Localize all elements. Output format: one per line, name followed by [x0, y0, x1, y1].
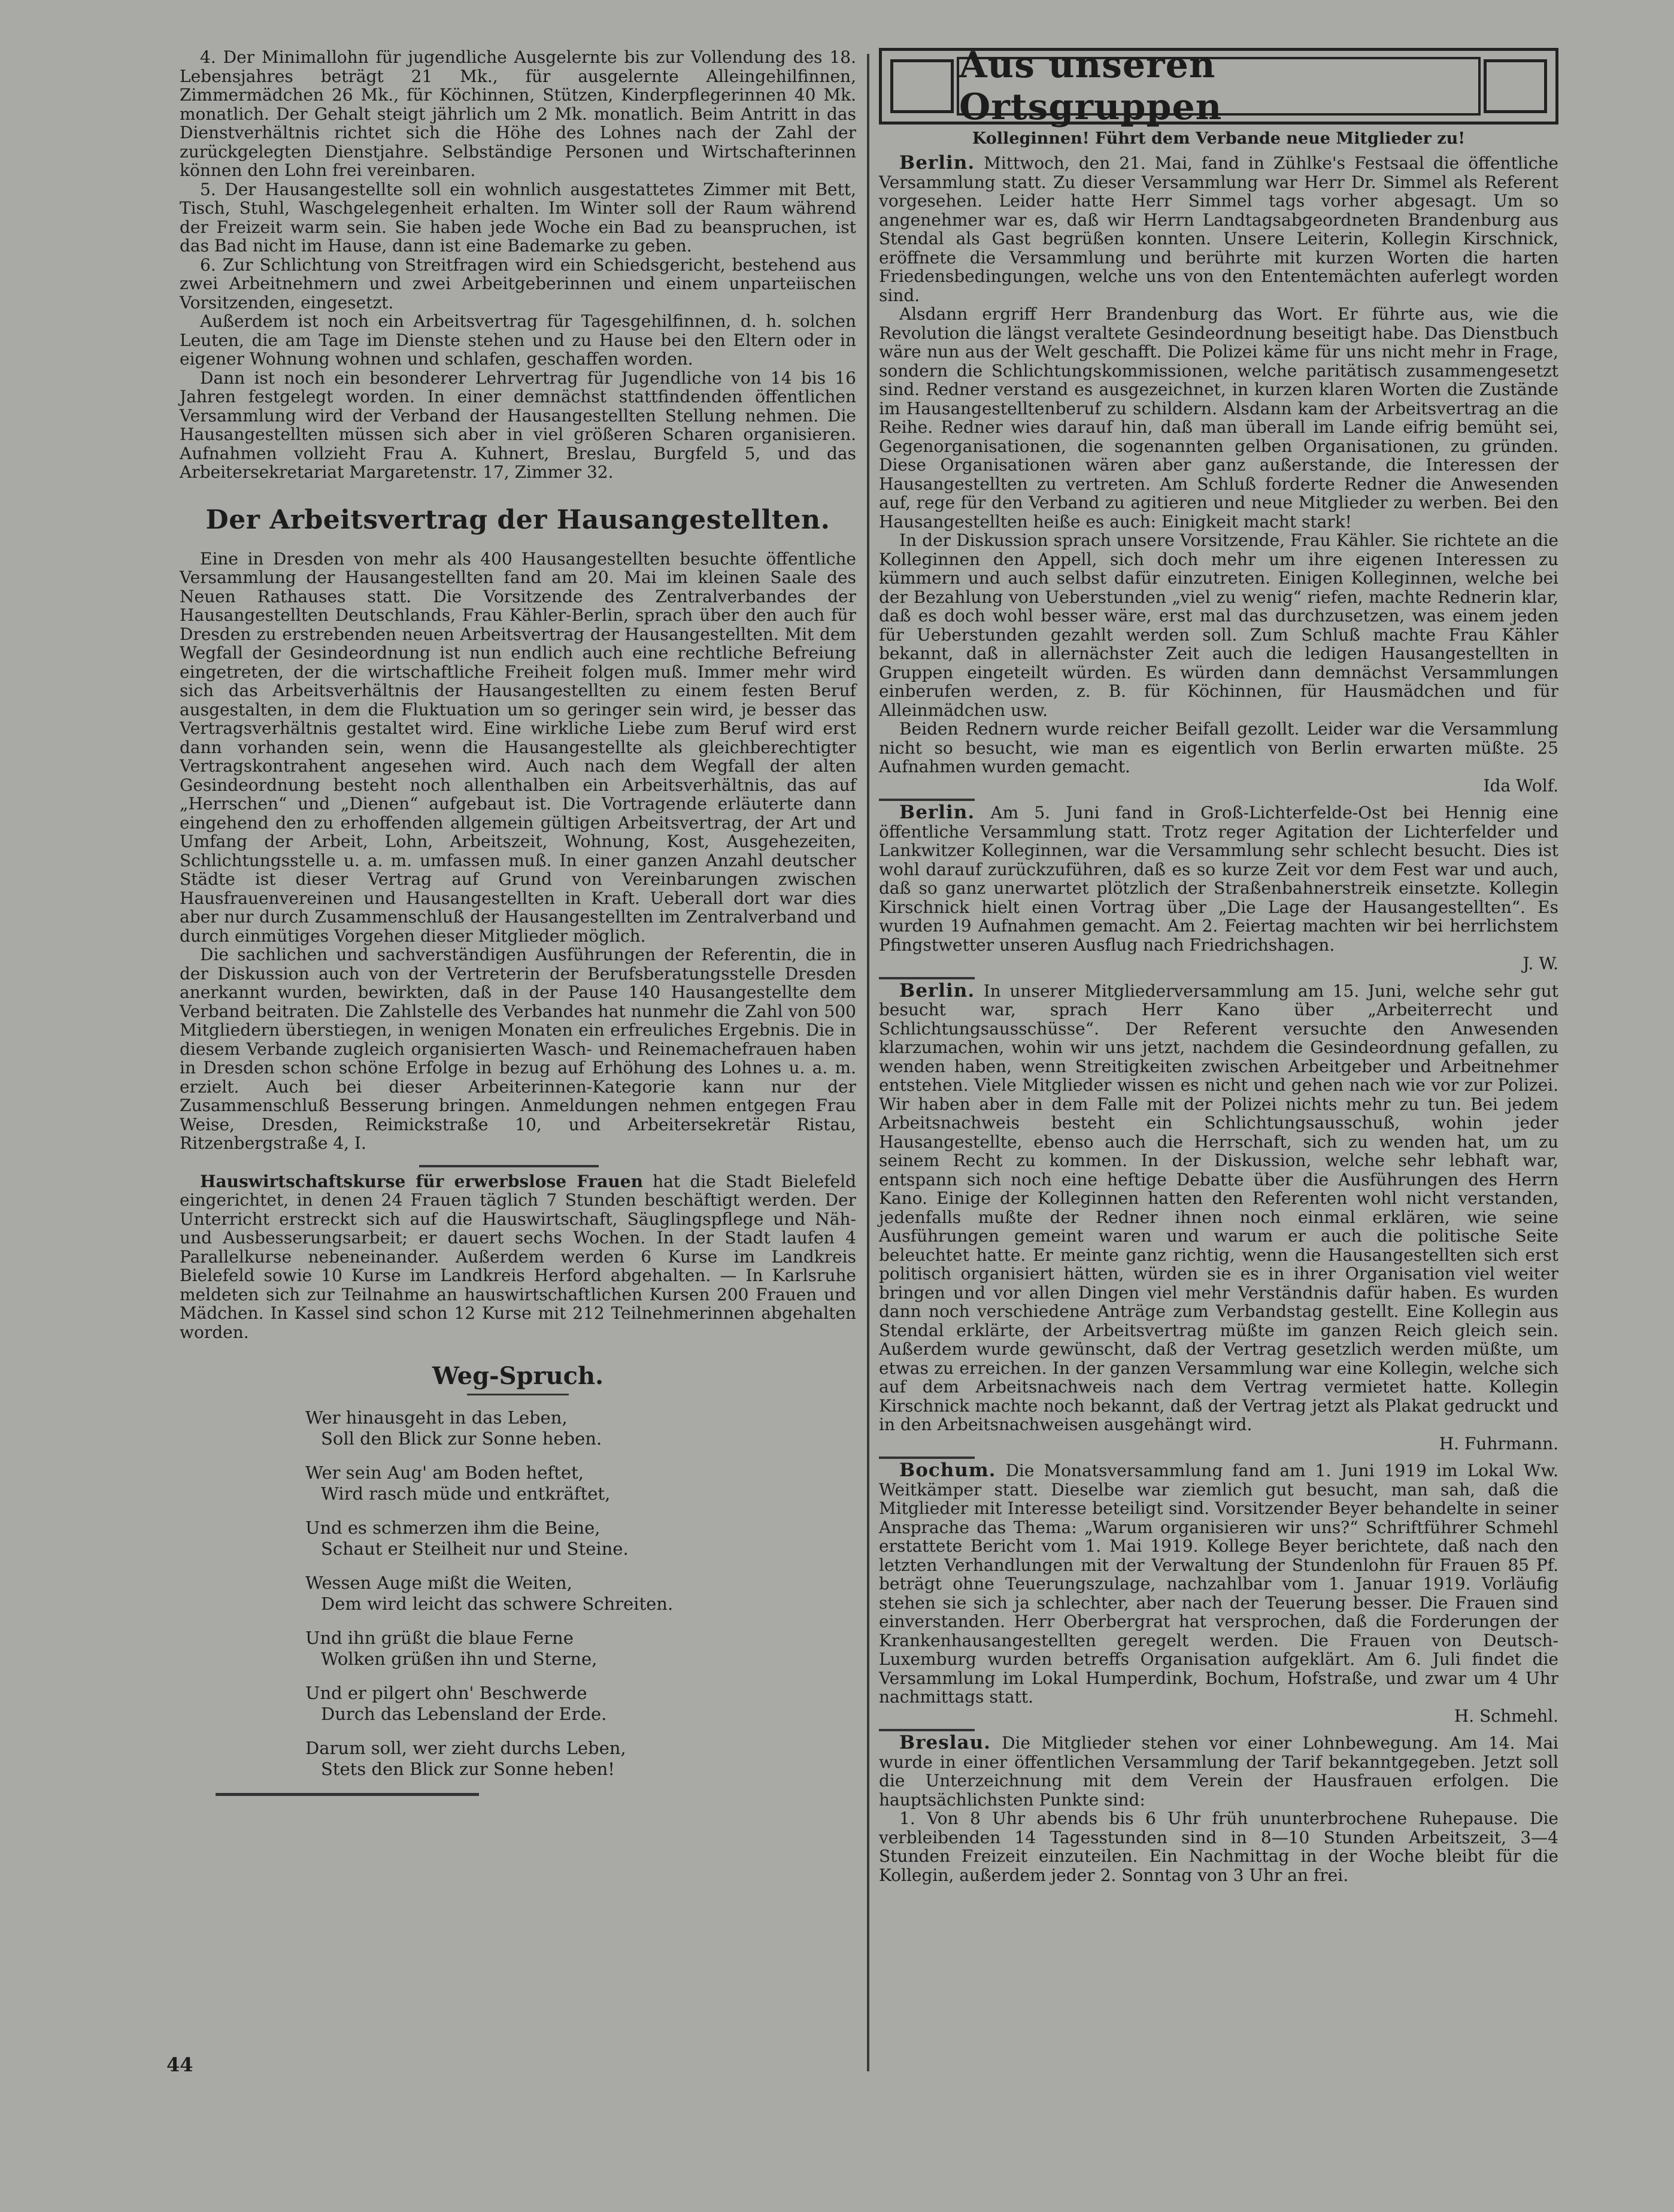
report-city: Breslau.: [899, 1732, 991, 1753]
notice-hauswirtschaftskurse: [180, 1172, 856, 1342]
column-divider: [867, 54, 869, 2071]
report-text: Am 5. Juni fand in Groß-Lichterfelde-Ost bei Hennig eine öffentliche Versammlung statt. Trotz reger Agitation der Lichterfelder und Lankwitzer Kolleginnen, war die Versammlung sehr schlecht besucht. Dies ist wohl darauf zurückzuführen, daß es so kurze Zeit vor dem Fest war und auch, daß so ganz unerwartet plötzlich der Straßenbahnerstreik einsetzte. Kollegin Kirschnick hielt einen Vortrag über „Die Lage der Hausangestellten“. Es wurden 19 Aufnahmen gemacht. Am 2. Feiertag machten wir bei herrlichstem Pfingstwetter unseren Ausflug nach Friedrichshagen.: [879, 803, 1558, 955]
report-paragraph: [879, 803, 1558, 954]
paragraph-lohn: 4. Der Minimallohn für jugendliche Ausgelernte bis zur Vollendung des 18. Lebensjahres beträgt 21 Mk., für ausgelernte Alleingehilfinnen, Zimmermädchen 26 Mk., für Köchinnen, Stützen, Kinderpflegerinnen 40 Mk. monatlich. Der Gehalt steigt jährlich um 2 Mk. monatlich. Beim Antritt in das Dienstverhältnis richtet sich die Höhe des Lohnes nach der Zahl der zurückgelegten Dienstjahre. Selbständige Personen und Wirtschafterinnen können den Lohn frei vereinbaren.: [180, 47, 856, 180]
poem-line: Wer hinausgeht in das Leben,: [305, 1407, 568, 1428]
page-number: 44: [166, 2053, 193, 2076]
poem-stanza: [305, 1518, 856, 1559]
banner-box-right: [1484, 59, 1547, 113]
banner-title: Aus unseren Ortsgruppen: [957, 57, 1481, 116]
report-paragraph: [879, 979, 1558, 1434]
poem-stanza: [305, 1683, 856, 1725]
banner-subline: Kolleginnen! Führt dem Verbande neue Mitglieder zu!: [972, 129, 1466, 148]
report-text: Die Monatsversammlung fand am 1. Juni 1919 im Lokal Ww. Weitkämper statt. Dieselbe war ziemlich gut besucht, man sah, daß die Mitglieder mit Interesse beteiligt sind. Vorsitzender Beyer behandelte in seiner Ansprache das Thema: „Warum organisieren wir uns?“ Schriftführer Schmehl erstattete Bericht vom 1. Mai 1919. Kollege Beyer berichtete, daß nach den letzten Verhandlungen mit der Verwaltung der Stundenlohn für Frauen 85 Pf. beträgt ohne Teuerungszulage, nachzahlbar vom 1. Januar 1919. Vorläufig stehen sie sich ja schlechter, aber nach der Teuerung besser. Die Frauen sind einverstanden. Herr Oberbergrat hat versprochen, daß die Forderungen der Krankenhausangestellten geregelt werden. Die Frauen von Deutsch-Luxemburg wurden betreffs Organisation aufgeklärt. Am 6. Juli findet die Versammlung im Lokal Humperdink, Bochum, Hofstraße, und zwar um 4 Uhr nachmittags statt.: [879, 1461, 1558, 1707]
report-paragraph: [879, 720, 1558, 776]
report-text: Mittwoch, den 21. Mai, fand in Zühlke's Festsaal die öffentliche Versammlung statt. Zu dieser Versammlung war Herr Dr. Simmel als Referent vorgesehen. Leider hatte Herr Simmel tags vorher abgesagt. Um so angenehmer war es, daß wir Herrn Landtagsabgeordneten Brandenburg aus Stendal als Gast begrüßen konnten. Unsere Leiterin, Kollegin Kirschnick, eröffnete die Versammlung und berührte mit kurzen Worten die harten Friedensbedingungen, welche uns von den Ententemächten auferlegt worden sind.: [879, 153, 1558, 305]
poem-end-rule: [216, 1793, 479, 1796]
poem-line: Stets den Blick zur Sonne heben!: [321, 1759, 615, 1779]
report-signature: H. Fuhrmann.: [1439, 1433, 1558, 1454]
report: [879, 1729, 1558, 1885]
report: [879, 977, 1558, 1454]
paragraph-lehrvertrag: Dann ist noch ein besonderer Lehrvertrag für Jugendliche von 14 bis 16 Jahren festgelegt worden. In einer demnächst stattfindenden öffentlichen Versammlung wird der Verband der Hausangestellten Stellung nehmen. Die Hausangestellten müssen sich aber in viel größeren Scharen organisieren. Aufnahmen vollzieht Frau A. Kuhnert, Breslau, Burgfeld 5, und das Arbeitersekretariat Margaretenstr. 17, Zimmer 32.: [180, 368, 856, 482]
article-paragraph: Die sachlichen und sachverständigen Ausführungen der Referentin, die in der Diskussion auch von der Vertreterin der Berufsberatungsstelle Dresden anerkannt wurden, bewirkten, daß in der Pause 140 Hausangestellte dem Verband beitraten. Die Zahlstelle des Verbandes hat nunmehr die Zahl von 500 Mitgliedern überstiegen, in wenigen Monaten ein erfreuliches Ergebnis. Die in diesem Verbande zugleich organisierten Wasch- und Reinemachefrauen haben in Dresden schon schöne Erfolge in bezug auf Erhöhung des Lohnes u. a. m. erzielt. Auch bei dieser Arbeiterinnen-Kategorie kann nur der Zusammenschluß Besserung bringen. Anmeldungen nehmen entgegen Frau Weise, Dresden, Reimickstraße 10, und Arbeitersekretär Ristau, Ritzenbergstraße 4, I.: [180, 945, 856, 1153]
reports-list: [879, 154, 1558, 1885]
poem-stanza: [305, 1462, 856, 1504]
report-paragraph: [879, 1734, 1558, 1809]
section-banner: [879, 44, 1558, 128]
poem-line: Wer sein Aug' am Boden heftet,: [305, 1462, 584, 1483]
notice-body: hat die Stadt Bielefeld eingerichtet, in denen 24 Frauen täglich 7 Stunden beschäftigt werden. Der Unterricht erstreckt sich auf die Hauswirtschaft, Säuglingspflege und Näh- und Ausbesserungsarbeit; er dauert sechs Wochen. In der Stadt laufen 4 Parallelkurse nebeneinander. Außerdem werden 6 Kurse im Landkreis Bielefeld sowie 10 Kurse im Landkreis Herford abgehalten. — In Karlsruhe meldeten sich zur Teilnahme an hauswirtschaftlichen Kursen 200 Frauen und Mädchen. In Kassel sind schon 12 Kurse mit 212 Teilnehmerinnen abgehalten worden.: [180, 1171, 856, 1342]
report-paragraph: [879, 305, 1558, 531]
poem-line: Wird rasch müde und entkräftet,: [321, 1483, 611, 1504]
left-column: [180, 48, 856, 1796]
report-paragraph: [879, 531, 1558, 720]
poem-line: Schaut er Steilheit nur und Steine.: [321, 1539, 629, 1559]
report: [879, 154, 1558, 795]
right-column: [879, 44, 1558, 1885]
report-city: Berlin.: [899, 802, 975, 823]
poem-stanza: [305, 1628, 856, 1670]
poem-stanza: [305, 1407, 856, 1449]
poem: [180, 1407, 856, 1780]
poem-line: Und es schmerzen ihm die Beine,: [305, 1518, 601, 1538]
report-text: 1. Von 8 Uhr abends bis 6 Uhr früh ununterbrochene Ruhepause. Die verbleibenden 14 Tagesstunden sind in 8—10 Stunden Arbeitszeit, 3—4 Stunden Freizeit einzuteilen. Ein Nachmittag in der Woche bleibt für die Kollegin, außerdem jeder 2. Sonntag von 3 Uhr an frei.: [879, 1809, 1558, 1885]
poem-line: Soll den Blick zur Sonne heben.: [321, 1428, 602, 1449]
section-heading-arbeitsvertrag: Der Arbeitsvertrag der Hausangestellten.: [205, 504, 830, 535]
report-separator: [879, 799, 975, 801]
report-separator: [879, 977, 975, 979]
report-city: Berlin.: [899, 979, 975, 1002]
report: [879, 799, 1558, 973]
poem-line: Wessen Auge mißt die Weiten,: [305, 1573, 572, 1593]
report-separator: [879, 1457, 975, 1459]
article-paragraph: Eine in Dresden von mehr als 400 Hausangestellten besuchte öffentliche Versammlung der Hausangestellten fand am 20. Mai im kleinen Saale des Neuen Rathauses statt. Die Vorsitzende des Zentralverbandes der Hausangestellten Deutschlands, Frau Kähler-Berlin, sprach über den auch für Dresden zu erstrebenden neuen Arbeitsvertrag der Hausangestellten. Mit dem Wegfall der Gesindeordnung ist nun endlich auch eine rechtliche Befreiung eingetreten, der die wirtschaftliche Freiheit folgen muß. Immer mehr wird sich das Arbeitsverhältnis der Hausangestellten zu einem festen Beruf ausgestalten, in dem die Fluktuation um so geringer sein wird, je besser das Vertragsverhältnis gestaltet wird. Eine wirkliche Liebe zum Beruf wird erst dann vorhanden sein, wenn die Hausangestellte als gleichberechtigter Vertragskontrahent angesehen wird. Auch nach dem Wegfall der alten Gesindeordnung besteht noch allenthalben ein Arbeitsverhältnis, das auf „Herrschen“ und „Dienen“ aufgebaut ist. Die Vortragende erläuterte dann eingehend den zu erhoffenden allgemein gültigen Arbeitsvertrag, der Art und Umfang der Arbeit, Lohn, Arbeitszeit, Wohnung, Kost, Ausgehezeiten, Schlichtungsstelle u. a. m. umfassen muß. In einer ganzen Anzahl deutscher Städte ist dieser Vertrag auf Grund von Vereinbarungen zwischen Hausfrauenvereinen und Hausangestellten in Kraft. Ueberall dort war dies aber nur durch Zusammenschluß der Hausangestellten im Zentralverband und durch einmütiges Vorgehen dieser Mitglieder möglich.: [180, 548, 856, 946]
poem-stanza: [305, 1573, 856, 1615]
poem-line: Wolken grüßen ihn und Sterne,: [321, 1649, 598, 1669]
report-text: In der Diskussion sprach unsere Vorsitzende, Frau Kähler. Sie richtete an die Kolleginnen den Appell, sich doch mehr um ihre eigenen Interessen zu kümmern und auch selbst dafür einzutreten. Einigen Kolleginnen, welche bei der Bezahlung von Ueberstunden „viel zu wenig“ riefen, machte Rednerin klar, daß es doch wohl besser wäre, erst mal das durchzusetzen, was einem jeden für Ueberstunden gezahlt werden soll. Zum Schluß machte Frau Kähler bekannt, daß in allernächster Zeit auch die ledigen Hausangestellten in Gruppen eingeteilt würden. Es würden dann demnächst Versammlungen einberufen werden, z. B. für Köchinnen, für Hausmädchen und für Alleinmädchen usw.: [879, 530, 1558, 720]
separator-rule: [419, 1165, 599, 1167]
poem-line: Und er pilgert ohn' Beschwerde: [305, 1683, 587, 1703]
poem-title-rule: [467, 1394, 569, 1395]
report-text: Alsdann ergriff Herr Brandenburg das Wort. Er führte aus, wie die Revolution die längst veraltete Gesindeordnung beseitigt habe. Das Dienstbuch wäre nun aus der Welt geschafft. Die Polizei käme für uns nicht mehr in Frage, sondern die Schlichtungskommissionen, welche paritätisch zusammengesetzt sind. Redner verstand es ausgezeichnet, in kurzen klaren Worten die Zustände im Hausangestelltenberuf zu schildern. Alsdann kam der Arbeitsvertrag an die Reihe. Redner wies darauf hin, daß man überall im Lande eifrig bemüht sei, Gegenorganisationen, die sogenannten gelben Organisationen, zu gründen. Diese Organisationen wären aber ganz außerstande, die Interessen der Hausangestellten zu vertreten. Am Schluß forderte Redner die Anwesenden auf, rege für den Verband zu agitieren und neue Mitglieder zu werben. Bei den Hausangestellten heiße es auch: Einigkeit macht stark!: [879, 304, 1558, 532]
report-paragraph: [879, 1809, 1558, 1885]
report: [879, 1457, 1558, 1725]
report-separator: [879, 1729, 975, 1731]
poem-line: Und ihn grüßt die blaue Ferne: [305, 1628, 574, 1648]
report-text: Die Mitglieder stehen vor einer Lohnbewegung. Am 14. Mai wurde in einer öffentlichen Versammlung der Tarif bekanntgegeben. Jetzt soll die Unterzeichnung mit dem Verein der Hausfrauen erfolgen. Die hauptsächlichsten Punkte sind:: [879, 1733, 1558, 1810]
poem-line: Darum soll, wer zieht durchs Leben,: [305, 1738, 626, 1758]
notice-lead: Hauswirtschaftskurse für erwerbslose Frauen: [200, 1171, 643, 1191]
report-text: In unserer Mitgliederversammlung am 15. Juni, welche sehr gut besucht war, sprach Herr Kano über „Arbeiterrecht und Schlichtungsausschüsse“. Der Referent versuchte den Anwesenden klarzumachen, wohin wir uns jetzt, nachdem die Gesindeordnung gefallen, zu wenden haben, wenn Streitigkeiten zwischen Arbeitgeber und Arbeitnehmer entstehen. Viele Mitglieder wissen es nicht und gehen nach wie vor zur Polizei. Wir haben aber in dem Falle mit der Polizei nichts mehr zu tun. Bei jedem Arbeitsnachweis besteht ein Schlichtungsausschuß, wohin jeder Hausangestellte, ebenso auch die Herrschaft, sich zu wenden hat, um zu seinem Recht zu kommen. In der Diskussion, welche sehr lebhaft war, entspann sich noch eine heftige Debatte über die Ausführungen des Herrn Kano. Einige der Kolleginnen hatten den Referenten wohl nicht verstanden, jedenfalls mußte der Redner ihnen noch einmal erklären, wie seine Ausführungen gemeint waren und warum er auch die politische Seite beleuchtet hatte. Er meinte ganz richtig, wenn die Hausangestellten sich erst politisch organisiert hätten, würden sie es in ihrer Organisation viel weiter bringen und vor allen Dingen viel mehr Verständnis dafür haben. Es wurden dann noch verschiedene Anträge zum Verbandstag gestellt. Eine Kollegin aus Stendal erklärte, der Arbeitsvertrag müßte im ganzen Reich gleich sein. Außerdem wurde gewünscht, daß der Vertrag gesetzlich werden müßte, um etwas zu erreichen. In der ganzen Versammlung war eine Kollegin, welche sich auf dem Arbeitsnachweis nach dem Vertrag vermietet hatte. Kollegin Kirschnick machte noch bekannt, daß der Vertrag jetzt als Plakat gedruckt und in den Arbeitsnachweisen ausgehängt wird.: [879, 981, 1558, 1434]
report-city: Berlin.: [899, 152, 975, 174]
poem-line: Durch das Lebensland der Erde.: [321, 1704, 607, 1724]
report-signature: H. Schmehl.: [1454, 1706, 1558, 1726]
paragraph-tagesgehilfinnen: Außerdem ist noch ein Arbeitsvertrag für Tagesgehilfinnen, d. h. solchen Leuten, die am Tage im Dienste stehen und zu Hause bei den Eltern oder in eigener Wohnung wohnen und schlafen, geschaffen worden.: [180, 311, 856, 369]
report-paragraph: [879, 154, 1558, 305]
banner-box-left: [890, 59, 954, 113]
report-city: Bochum.: [899, 1460, 996, 1481]
report-signature: J. W.: [1523, 954, 1558, 973]
poem-line: Dem wird leicht das schwere Schreiten.: [321, 1594, 674, 1614]
report-text: Beiden Rednern wurde reicher Beifall gezollt. Leider war die Versammlung nicht so besucht, wie man es eigentlich von Berlin erwarten müßte. 25 Aufnahmen wurden gemacht.: [879, 719, 1558, 776]
report-paragraph: [879, 1461, 1558, 1707]
paragraph-schiedsgericht: 6. Zur Schlichtung von Streitfragen wird ein Schiedsgericht, bestehend aus zwei Arbeitnehmern und zwei Arbeitgeberinnen und einem unparteiischen Vorsitzenden, eingesetzt.: [180, 254, 856, 312]
paragraph-zimmer: 5. Der Hausangestellte soll ein wohnlich ausgestattetes Zimmer mit Bett, Tisch, Stuhl, Waschgelegenheit erhalten. Im Winter soll der Raum während der Freizeit warm sein. Sie haben jede Woche ein Bad zu beanspruchen, ist das Bad nicht im Hause, dann ist eine Bademarke zu geben.: [180, 179, 856, 256]
poem-stanza: [305, 1738, 856, 1780]
poem-title: Weg-Spruch.: [432, 1362, 604, 1390]
report-signature: Ida Wolf.: [1483, 775, 1558, 796]
